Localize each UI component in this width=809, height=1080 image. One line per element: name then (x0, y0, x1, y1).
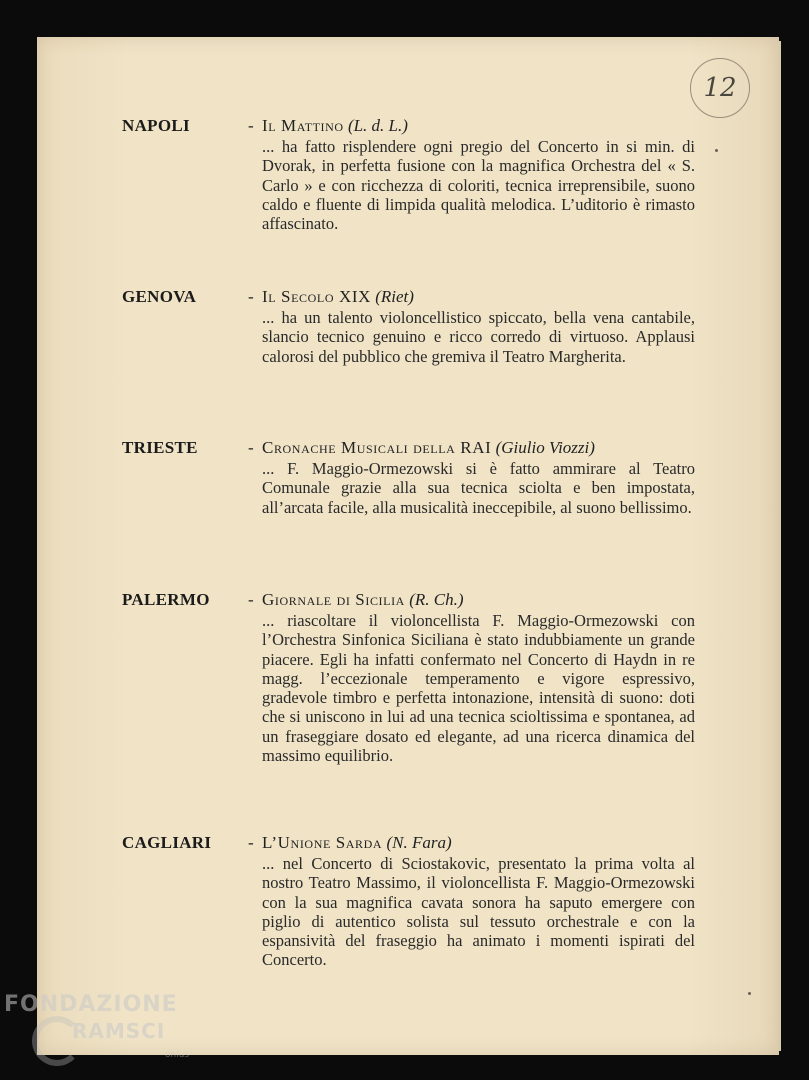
watermark-line1: FONDAZIONE (4, 992, 178, 1017)
city-label: TRIESTE (122, 438, 198, 457)
review-text: ... nel Concerto di Sciostakovic, presentato la prima volta al nostro Teatro Massimo, il violoncellista F. Maggio-Ormezowski con la sua magnifica cavata sonora ha saputo emergere con piglio di autentico solista sul tessuto orchestrale e con la espansività del fraseggio ha animato i momenti ispirati del Concerto. (262, 854, 695, 970)
reviewer-name: (N. Fara) (386, 833, 452, 852)
reviewer-name: (L. d. L.) (347, 116, 408, 135)
newspaper-title: L’Unione Sarda (262, 833, 383, 852)
city-label: CAGLIARI (122, 833, 212, 852)
reviewer-name: (R. Ch.) (409, 590, 464, 609)
reviewer-name: (Giulio Viozzi) (495, 438, 595, 457)
newspaper-source (262, 590, 464, 610)
review-text: ... ha un talento violoncellistico spiccato, bella vena cantabile, slancio tecnico genuino e ricco corredo di virtuoso. Applausi calorosi del pubblico che gremiva il Teatro Margherita. (262, 308, 695, 366)
dash-separator: - (248, 590, 254, 609)
dash-separator: - (248, 833, 254, 852)
newspaper-source (262, 833, 452, 853)
review-text: ... ha fatto risplendere ogni pregio del Concerto in si min. di Dvorak, in perfetta fusione con la magnifica Orchestra del « S. Carlo » e con ricchezza di coloriti, tecnica irreprensibile, suono caldo e fluente di limpida qualità melodica. L’uditorio è rimasto affascinato. (262, 137, 695, 234)
paper-speck (715, 149, 718, 152)
watermark-subtitle: onlus (165, 1050, 190, 1060)
paper-speck (748, 992, 751, 995)
watermark-text (4, 992, 178, 1044)
newspaper-title: Cronache Musicali della RAI (262, 438, 492, 457)
dash-separator: - (248, 116, 254, 135)
watermark-line2: RAMSCI (72, 1019, 166, 1043)
newspaper-title: Il Mattino (262, 116, 344, 135)
city-label: NAPOLI (122, 116, 190, 135)
dash-separator: - (248, 287, 254, 306)
dash-separator: - (248, 438, 254, 457)
page-number-stamp: 12 (690, 58, 750, 118)
review-text: ... F. Maggio-Ormezowski si è fatto ammirare al Teatro Comunale grazie alla sua tecnica sciolta e ben impostata, all’arcata facile, alla musicalità ineccepibile, al suono bellissimo. (262, 459, 695, 517)
page-edge (778, 41, 781, 1051)
newspaper-source (262, 287, 414, 307)
city-label: PALERMO (122, 590, 210, 609)
review-text: ... riascoltare il violoncellista F. Maggio-Ormezowski con l’Orchestra Sinfonica Siciliana è stato indubbiamente un grande piacere. Egli ha infatti confermato nel Concerto di Haydn in re magg. l’eccezionale temperamento e vigore espressivo, gradevole timbro e perfetta intonazione, intensità di suono: doti che si uniscono in lui ad una tecnica scioltissima e spontanea, ad un fraseggiare dosato ed elegante, ad una ricerca dinamica del massimo equilibrio. (262, 611, 695, 766)
city-label: GENOVA (122, 287, 197, 306)
newspaper-title: Giornale di Sicilia (262, 590, 405, 609)
reviewer-name: (Riet) (375, 287, 414, 306)
newspaper-source (262, 116, 408, 136)
newspaper-source (262, 438, 595, 458)
newspaper-title: Il Secolo XIX (262, 287, 371, 306)
